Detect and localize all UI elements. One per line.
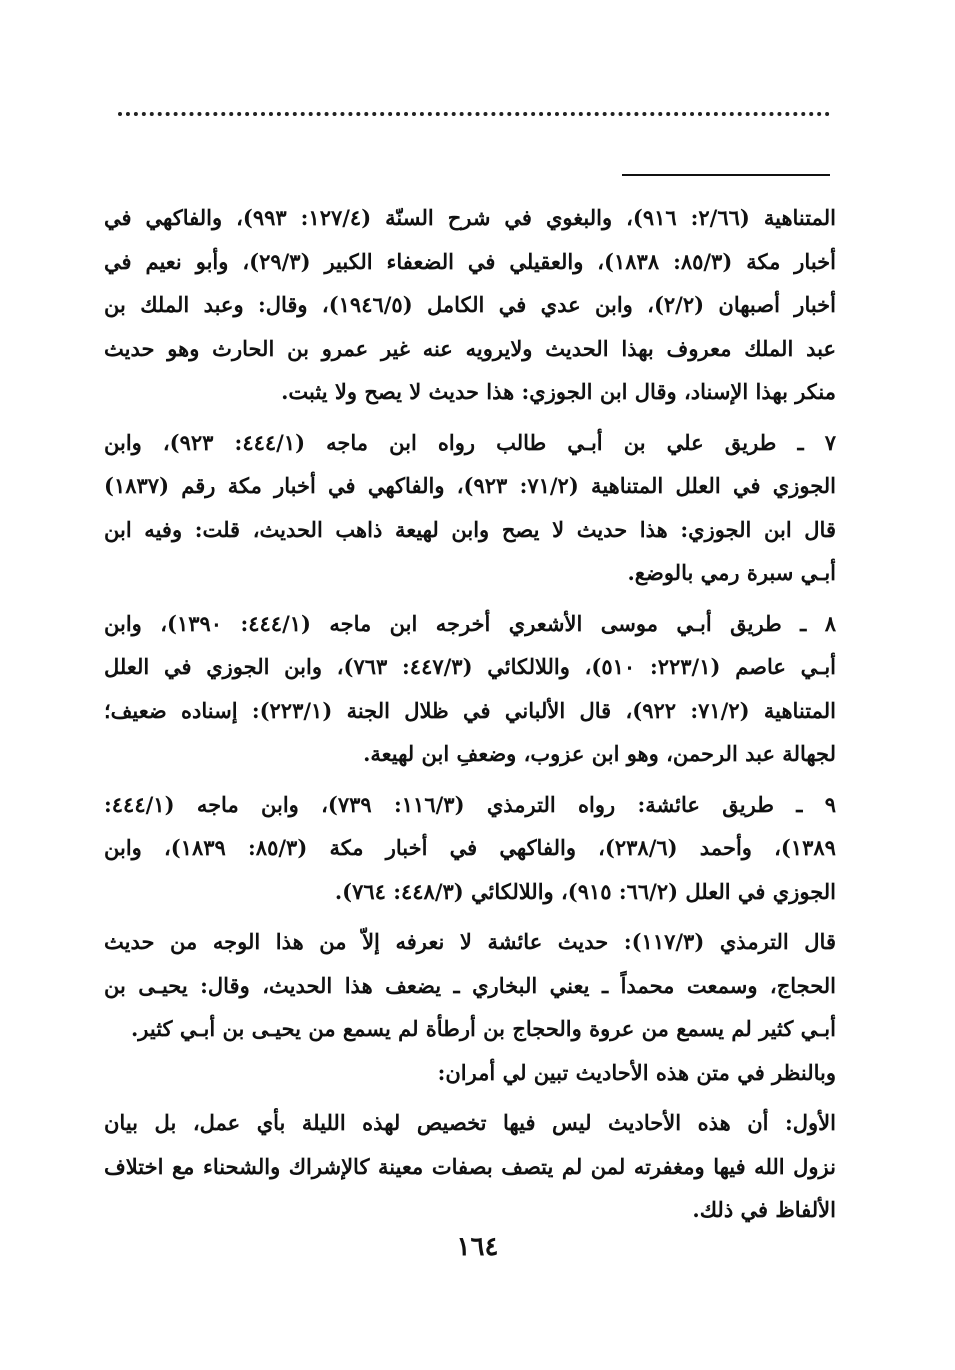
text-line: ٧ ـ طريق علي بن أبـي طالب رواه ابن ماجه (٤٤٤/١: ٩٢٣)، وابن xyxy=(104,429,836,455)
paragraph-6 xyxy=(104,1051,836,1095)
text-line: الجوزي في العلل (٦٦/٢: ٩١٥)، واللالكائي (٤٤٨/٣: ٧٦٤). xyxy=(334,878,836,904)
text-line: أبـي كثير لم يسمع من عروة والحجاج بن أرطأة لم يسمع من يحيـى بن أبـي كثير. xyxy=(130,1016,836,1041)
text-line: عبد الملك معروف بهذا الحديث ولايرويه عنه غير عمرو بن الحارث وهو حديث xyxy=(104,335,836,361)
page-number: ١٦٤ xyxy=(456,1232,499,1262)
text-line: منكر بهذا الإسناد، وقال ابن الجوزي: هذا حديث لا يصح ولا يثبت. xyxy=(281,379,836,404)
text-line: قال الترمذي (١١٧/٣): حديث عائشة لا نعرفه إلاّ من هذا الوجه من حديث xyxy=(104,929,836,954)
paragraph-7 xyxy=(104,1101,836,1232)
text-line: ١٣٨٩)، وأحمد (٢٣٨/٦)، والفاكهي في أخبار مكة (٨٥/٣: ١٨٣٩)، وابن xyxy=(104,835,836,860)
text-line: ٨ ـ طريق أبـي موسى الأشعري أخرجه ابن ماجه (٤٤٤/١: ١٣٩٠)، وابن xyxy=(104,610,836,636)
text-line: الألفاظ في ذلك. xyxy=(692,1197,836,1222)
paragraph-1 xyxy=(104,196,836,414)
text-line: أخبار مكة (٨٥/٣: ١٨٣٨)، والعقيلي في الضعفاء الكبير (٢٩/٣)، وأبو نعيم في xyxy=(104,248,836,274)
paragraph-3 xyxy=(104,602,836,776)
page-body xyxy=(104,196,836,1232)
text-line: أبـي سبرة رمي بالوضع. xyxy=(627,560,836,585)
text-line: المتناهية (٧١/٢: ٩٢٢)، قال الألباني في ظلال الجنة (٢٢٣/١): إسناده ضعيف؛ xyxy=(104,697,836,723)
text-line: قال ابن الجوزي: هذا حديث لا يصح وابن لهيعة ذاهب الحديث، قلت: وفيه ابن xyxy=(104,516,836,542)
text-line: ٩ ـ طريق عائشة: رواه الترمذي (١١٦/٣: ٧٣٩)، وابن ماجه (٤٤٤/١: xyxy=(104,791,836,817)
text-line: وبالنظر في متن هذه الأحاديث تبين لي أمران: xyxy=(437,1059,836,1085)
text-line: الجوزي في العلل المتناهية (٧١/٢: ٩٢٣)، والفاكهي في أخبار مكة رقم (١٨٣٧) xyxy=(104,473,836,498)
dotted-separator xyxy=(118,112,830,128)
text-line: أخبار أصبهان (٢/٢)، وابن عدي في الكامل (١٩٤٦/٥)، وقال: وعبد الملك بن xyxy=(104,292,836,317)
text-line: نزول الله فيها ومغفرته لمن لم يتصف بصفات معينة كالإشراك والشحناء مع اختلاف xyxy=(104,1153,836,1179)
paragraph-5 xyxy=(104,920,836,1051)
paragraph-2 xyxy=(104,421,836,595)
text-line: لجهالة عبد الرحمن، وهو ابن عزوب، وضعفِ ابن لهيعة. xyxy=(363,741,836,766)
text-line: الحجاج، وسمعت محمداً ـ يعني البخاري ـ يضعف هذا الحديث، وقال: يحيـى بن xyxy=(104,972,836,998)
text-line: الأول: أن هذه الأحاديث ليس فيها تخصيص لهذه الليلة بأي عمل، بل بيان xyxy=(104,1110,836,1135)
text-line: المتناهية (٢/٦٦: ٩١٦)، والبغوي في شرح السنّة (١٢٧/٤: ٩٩٣)، والفاكهي في xyxy=(104,205,836,230)
paragraph-4 xyxy=(104,783,836,914)
footnote-rule xyxy=(622,174,830,176)
text-line: أبـي عاصم (٢٢٣/١: ٥١٠)، واللالكائي (٤٤٧/٣: ٧٦٣)، وابن الجوزي في العلل xyxy=(104,654,836,679)
